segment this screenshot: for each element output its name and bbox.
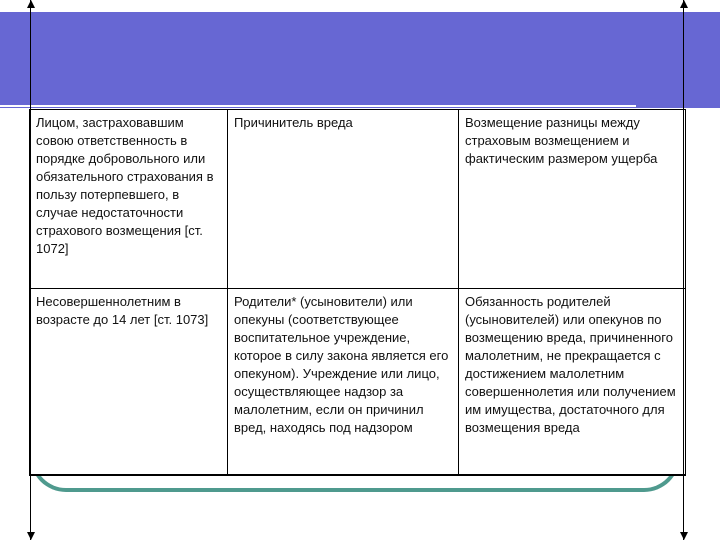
table-cell-compensation: Обязанность родителей (усыновителей) или опекунов по возмещению вреда, причиненного малолетним, не прекращается с достижением малолетним совершеннолетия или получением им имущества, достаточного для возмещения вреда [459, 289, 686, 476]
left-guide-line [30, 0, 31, 540]
arrow-up-icon [27, 0, 35, 8]
table-cell-liable-party: Родители* (усыновители) или опекуны (соответствующее воспитательное учреждение, которое в силу закона является его опекуном). Учреждение или лицо, осуществляющее надзор за малолетним, если он причинил вред, находясь под надзором [228, 289, 459, 476]
liability-table [29, 109, 686, 476]
table-row [30, 289, 686, 476]
table-cell-liable-party: Причинитель вреда [228, 110, 459, 289]
arrow-down-icon [27, 532, 35, 540]
table-cell-subject: Несовершеннолетним в возрасте до 14 лет [ст. 1073] [30, 289, 228, 476]
header-divider [0, 105, 636, 107]
table-cell-subject: Лицом, застраховавшим совою ответственность в порядке добровольного или обязательного страхования в пользу потерпевшего, в случае недостаточности страхового возмещения [ст. 1072] [30, 110, 228, 289]
header-band [0, 12, 720, 108]
table-bottom-rule [29, 474, 685, 475]
right-guide-line [683, 0, 684, 540]
arrow-down-icon [680, 532, 688, 540]
table-cell-compensation: Возмещение разницы между страховым возмещением и фактическим размером ущерба [459, 110, 686, 289]
table-row [30, 110, 686, 289]
arrow-up-icon [680, 0, 688, 8]
